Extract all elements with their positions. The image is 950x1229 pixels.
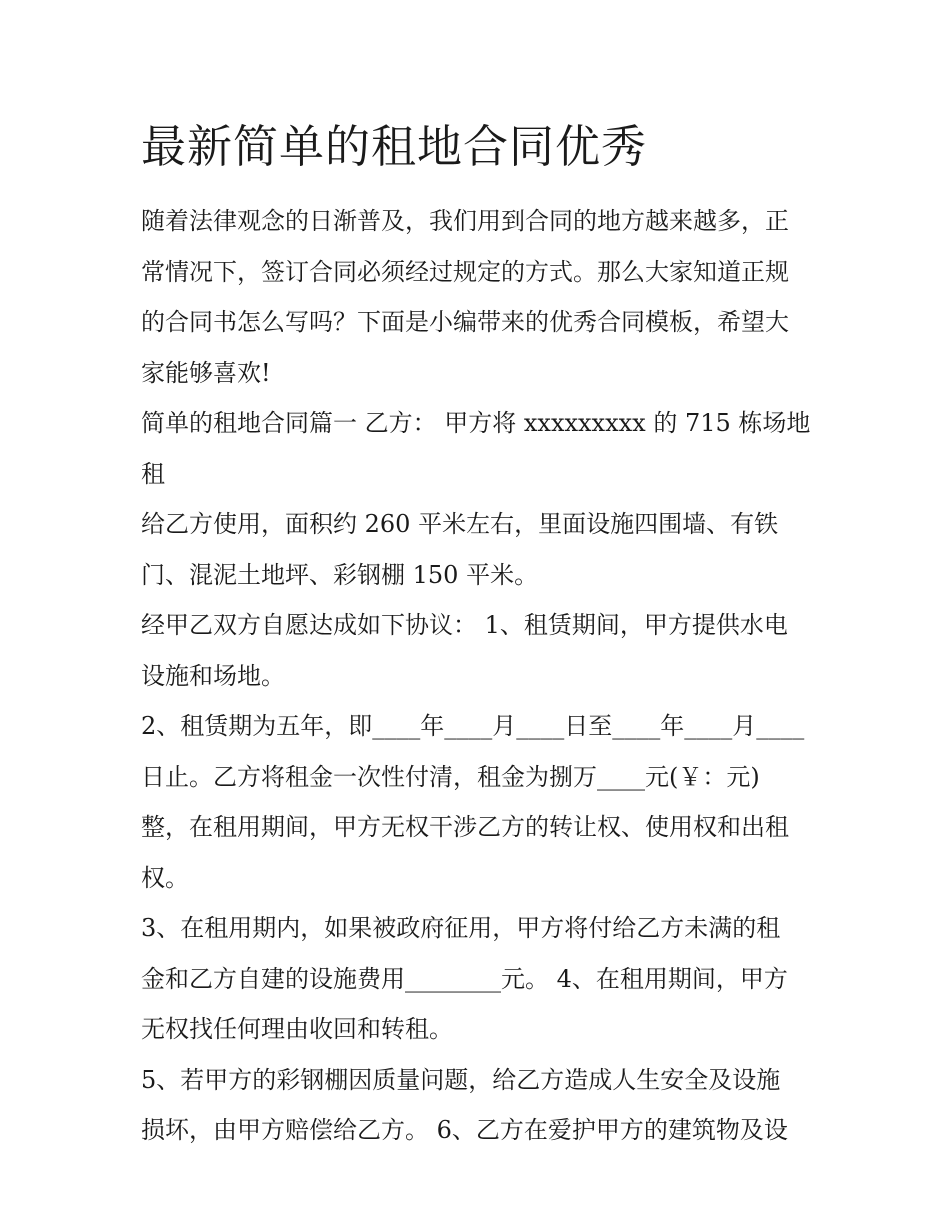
- document-title: 最新简单的租地合同优秀: [141, 120, 648, 173]
- intro-paragraph: 随着法律观念的日渐普及，我们用到合同的地方越来越多，正 常情况下，签订合同必须经过规定的方式。那么大家知道正规 的合同书怎么写吗？下面是小编带来的优秀合同模板，希望大 家能够喜欢!: [141, 207, 789, 387]
- clause-2-paragraph: 2、租赁期为五年，即____年____月____日至____年____月____ 日止。乙方将租金一次性付清，租金为捌万____元(￥：元) 整，在租用期间，甲方无权干涉乙方的转让权、使用权和出租 权。: [141, 712, 805, 892]
- contract-intro-paragraph: 简单的租地合同篇一 乙方： 甲方将 xxxxxxxxx 的 715 栋场地租 给乙方使用，面积约 260 平米左右，里面设施四围墙、有铁 门、混泥土地坪、彩钢棚 150 平米。: [141, 409, 811, 589]
- clause-3-4-paragraph: 3、在租用期内，如果被政府征用，甲方将付给乙方未满的租 金和乙方自建的设施费用________元。 4、在租用期间，甲方 无权找任何理由收回和转租。: [141, 914, 788, 1043]
- document-body: [141, 112, 813, 1156]
- clause-5-6-paragraph: 5、若甲方的彩钢棚因质量问题，给乙方造成人生安全及设施 损坏，由甲方赔偿给乙方。 6、乙方在爱护甲方的建筑物及设: [141, 1065, 788, 1144]
- clause-1-paragraph: 经甲乙双方自愿达成如下协议： 1、租赁期间，甲方提供水电 设施和场地。: [141, 611, 788, 690]
